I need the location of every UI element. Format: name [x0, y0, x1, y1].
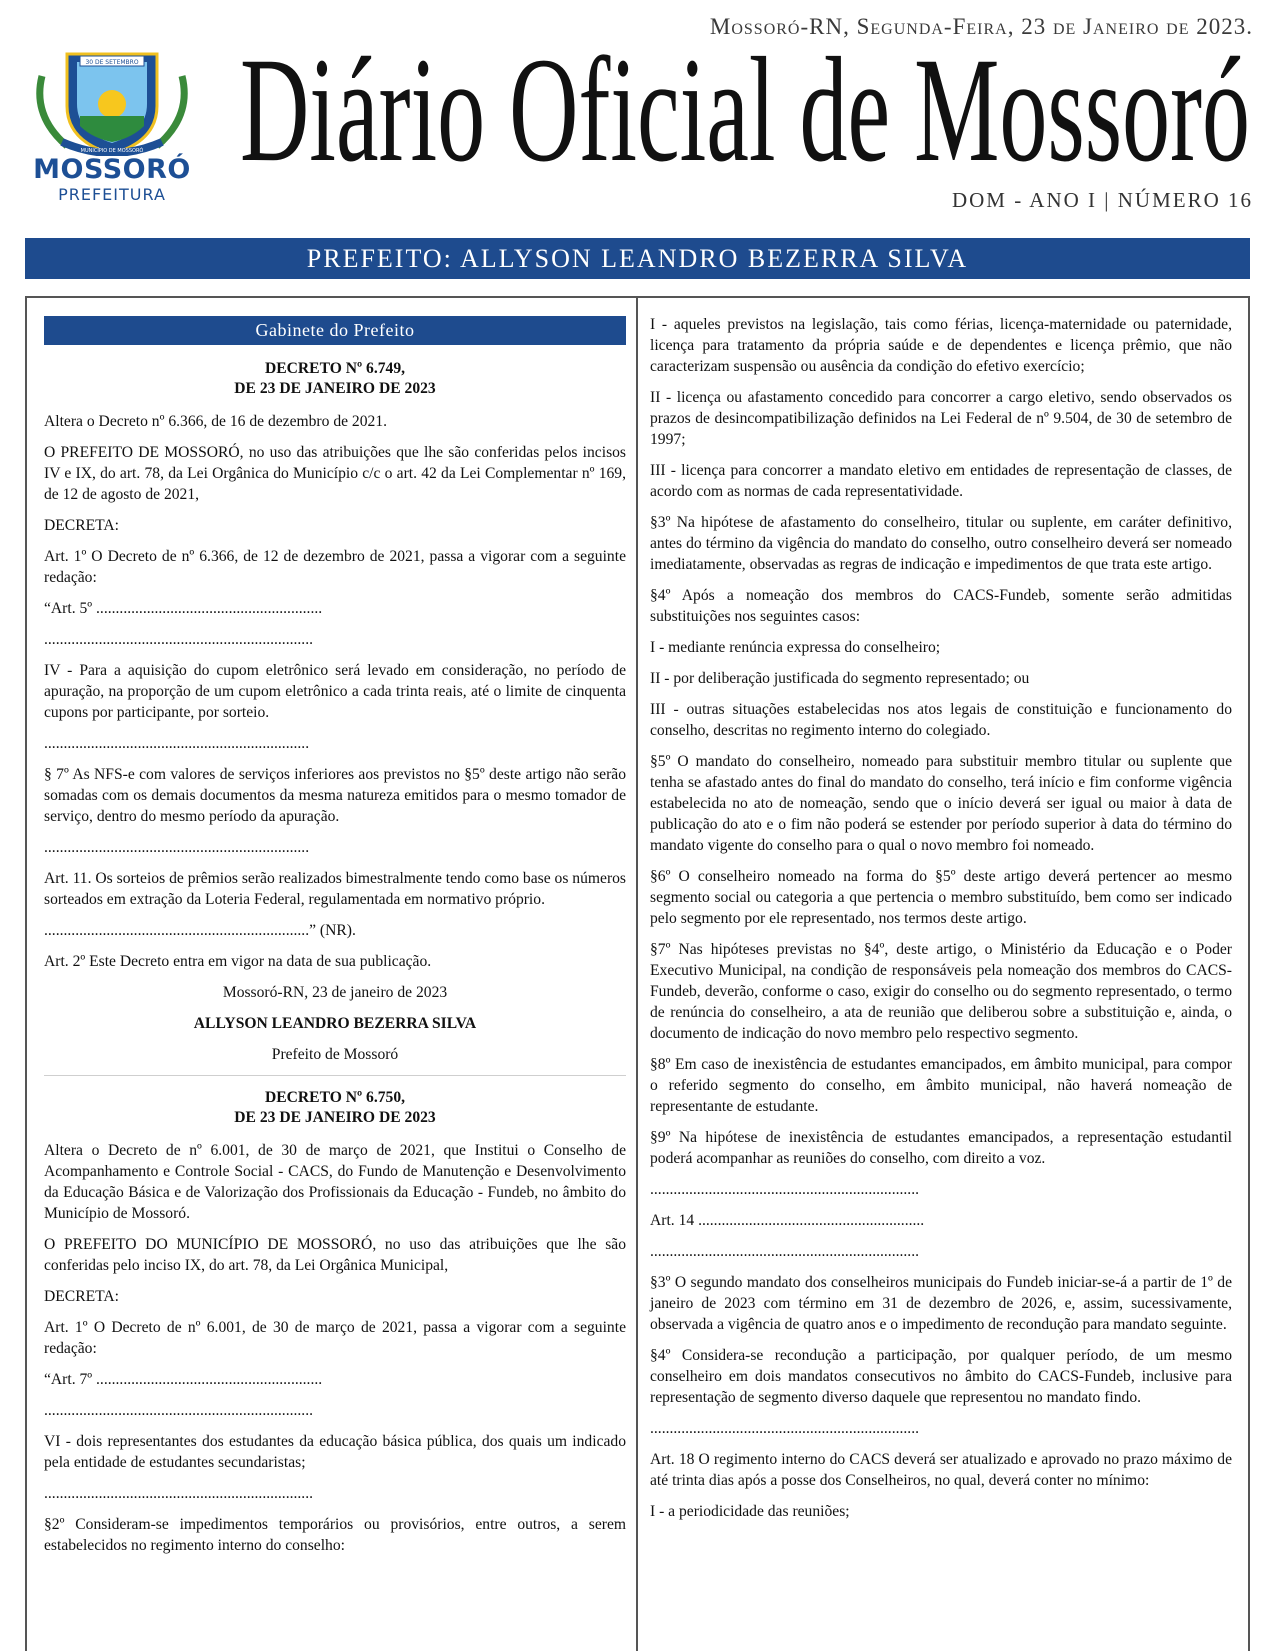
decreta-label: DECRETA: [44, 1288, 119, 1305]
column-divider [636, 298, 638, 1651]
ellipsis-line: ..................................................................... [44, 1485, 313, 1502]
decree-number: DECRETO Nº 6.749, [264, 360, 406, 377]
section-heading: Gabinete do Prefeito [44, 316, 626, 345]
decree-number: DECRETO Nº 6.750, [264, 1089, 406, 1106]
article-paragraph: §5º O mandato do conselheiro, nomeado para substituir membro titular ou suplente que tenha se afastado antes do final do mandato do conselho, terá início e fim conforme vigência estabelecida no ato de nomeação, sendo que o início deverá ser igual ou maior à data de publicação do ato e o fim não poderá se estender por período superior à data do término do mandato vigente do conselho para o qual o novo membro foi nomeado. [650, 753, 1232, 854]
preamble: O PREFEITO DO MUNICÍPIO DE MOSSORÓ, no uso das atribuições que lhe são conferidas pelo inciso IX, do art. 78, da Lei Orgânica Municipal, [44, 1236, 626, 1274]
signature-name: ALLYSON LEANDRO BEZERRA SILVA [193, 1015, 477, 1032]
ellipsis-line: ..................................................................... [650, 1420, 919, 1437]
article-paragraph: III - outras situações estabelecidas nos atos legais de constituição e funcionamento do conselho, descritas no regimento interno do colegiado. [650, 701, 1232, 739]
place-date: Mossoró-RN, 23 de janeiro de 2023 [222, 984, 448, 1001]
ellipsis-line: ..................................................................... [650, 1181, 919, 1198]
svg-text:MUNICÍPIO DE MOSSORÓ: MUNICÍPIO DE MOSSORÓ [80, 148, 144, 154]
article-paragraph: I - mediante renúncia expressa do conselheiro; [650, 639, 941, 656]
article-paragraph: I - a periodicidade das reuniões; [650, 1503, 850, 1520]
ellipsis-line: .................................................................... [44, 839, 310, 856]
article-paragraph: §4º Considera-se recondução a participação, por qualquer período, de um mesmo conselheiro em dois mandatos consecutivos no âmbito do CACS-Fundeb, inclusive para representação de segmento diverso daquele que representou no mandato findo. [650, 1347, 1232, 1406]
right-column [650, 314, 1232, 1532]
decreta-label: DECRETA: [44, 517, 119, 534]
ellipsis-line: ..................................................................... [44, 1402, 313, 1419]
article-paragraph: VI - dois representantes dos estudantes da educação básica pública, dos quais um indicado pela entidade de estudantes secundaristas; [44, 1433, 626, 1471]
decree-6750-title [44, 1088, 626, 1128]
article-paragraph: §6º O conselheiro nomeado na forma do §5º deste artigo deverá pertencer ao mesmo segmento social ou categoria a que pertencia o membro substituído, bem como ser indicado pelo segmento por ele representado, nos termos deste artigo. [650, 868, 1232, 927]
article-paragraph: § 7º As NFS-e com valores de serviços inferiores aos previstos no §5º deste artigo não serão somadas com os demais documentos da mesma natureza emitidos para o mesmo tomador de serviço, dentro do mesmo período da apuração. [44, 766, 626, 825]
article-paragraph: I - aqueles previstos na legislação, tais como férias, licença-maternidade ou paternidade, licença para tratamento da própria saúde e de dependentes e licença prêmio, que não caracterizam suspensão ou ausência da condição do efetivo exercício; [650, 316, 1232, 375]
left-column [44, 310, 626, 1566]
article-paragraph: “Art. 5º .......................................................... [44, 600, 323, 617]
article-paragraph: III - licença para concorrer a mandato eletivo em entidades de representação de classes, de acordo com as normas de cada representatividade. [650, 462, 1232, 500]
decree-summary: Altera o Decreto de nº 6.001, de 30 de março de 2021, que Institui o Conselho de Acompanhamento e Controle Social - CACS, do Fundo de Manutenção e Desenvolvimento da Educação Básica e de Valorização dos Profissionais da Educação - Fundeb, no âmbito do Município de Mossoró. [44, 1142, 626, 1222]
article-paragraph: §4º Após a nomeação dos membros do CACS-Fundeb, somente serão admitidas substituições nos seguintes casos: [650, 587, 1232, 625]
article-paragraph: §7º Nas hipóteses previstas no §4º, deste artigo, o Ministério da Educação e o Poder Executivo Municipal, na condição de responsáveis pela nomeação dos membros do CACS-Fundeb, deverão, conforme o caso, exigir do conselho ou do segmento representado, o termo de renúncia do conselheiro, a ata de reunião que deliberou sobre a substituição e, ainda, o documento de indicação do novo membro pelo respectivo segmento. [650, 941, 1232, 1042]
svg-text:30 DE SETEMBRO: 30 DE SETEMBRO [85, 59, 139, 66]
ellipsis-line: ..................................................................... [44, 631, 313, 648]
logo-subtitle: PREFEITURA [58, 185, 166, 204]
crest-emblem-icon [22, 46, 202, 156]
edition-number: DOM - ANO I | NÚMERO 16 [951, 188, 1253, 212]
article-paragraph: II - por deliberação justificada do segmento representado; ou [650, 670, 1030, 687]
header [0, 0, 1275, 230]
article-paragraph: §3º Na hipótese de afastamento do conselheiro, titular ou suplente, em caráter definitivo, antes do término da vigência do mandato do conselho, outro conselheiro deverá ser nomeado imediatamente, observadas as regras de indicação e impedimentos de que trata este artigo. [650, 514, 1232, 573]
article-paragraph: Art. 18 O regimento interno do CACS deverá ser atualizado e aprovado no prazo máximo de até trinta dias após a posse dos Conselheiros, no qual, deverá conter no mínimo: [650, 1451, 1232, 1489]
article-paragraph: Art. 1º O Decreto de nº 6.001, de 30 de março de 2021, passa a vigorar com a seguinte redação: [44, 1319, 626, 1357]
article-paragraph: Art. 1º O Decreto de nº 6.366, de 12 de dezembro de 2021, passa a vigorar com a seguinte redação: [44, 548, 626, 586]
article-paragraph: “Art. 7º .......................................................... [44, 1371, 323, 1388]
decree-6749-title [44, 359, 626, 399]
ellipsis-line: ..................................................................... [650, 1243, 919, 1260]
ellipsis-line: .................................................................... [44, 735, 310, 752]
separator [44, 1075, 626, 1076]
ellipsis-line: ....................................................................” (NR). [44, 922, 356, 939]
mayor-banner: PREFEITO: ALLYSON LEANDRO BEZERRA SILVA [25, 238, 1250, 279]
masthead-title [234, 30, 1256, 190]
article-paragraph: Art. 11. Os sorteios de prêmios serão realizados bimestralmente tendo como base os números sorteados em extração da Loteria Federal, regulamentada em normativo próprio. [44, 870, 626, 908]
article-paragraph: II - licença ou afastamento concedido para concorrer a cargo eletivo, sendo observados os prazos de desincompatibilização definidos na Lei Federal de nº 9.504, de 30 de setembro de 1997; [650, 389, 1232, 448]
decree-date: DE 23 DE JANEIRO DE 2023 [234, 380, 436, 397]
article-paragraph: §9º Na hipótese de inexistência de estudantes emancipados, a representação estudantil poderá acompanhar as reuniões do conselho, com direito a voz. [650, 1129, 1232, 1167]
date-line: Mossoró-RN, Segunda-Feira, 23 de Janeiro de 2023. [709, 14, 1253, 39]
article-paragraph: Art. 14 .......................................................... [650, 1212, 925, 1229]
masthead-text: Diário Oficial de Mossoró [240, 30, 1250, 190]
article-paragraph: §2º Consideram-se impedimentos temporários ou provisórios, entre outros, a serem estabelecidos no regimento interno do conselho: [44, 1516, 626, 1554]
article-paragraph: IV - Para a aquisição do cupom eletrônico será levado em consideração, no período de apuração, na proporção de um cupom eletrônico a cada trinta reais, até o limite de cinquenta cupons por participante, por sorteio. [44, 662, 626, 721]
article-paragraph: §8º Em caso de inexistência de estudantes emancipados, em âmbito municipal, para compor o referido segmento do conselho, em âmbito municipal, não haverá nomeação de representante de estudante. [650, 1056, 1232, 1115]
logo-city-name: MOSSORÓ [33, 154, 191, 185]
article-paragraph: Art. 2º Este Decreto entra em vigor na data de sua publicação. [44, 953, 432, 970]
signature-role: Prefeito de Mossoró [271, 1046, 399, 1063]
article-paragraph: §3º O segundo mandato dos conselheiros municipais do Fundeb iniciar-se-á a partir de 1º de janeiro de 2023 com término em 31 de dezembro de 2026, e, assim, sucessivamente, observada a vigência de quatro anos e o impedimento de recondução para mandato seguinte. [650, 1274, 1232, 1333]
decree-date: DE 23 DE JANEIRO DE 2023 [234, 1109, 436, 1126]
preamble: O PREFEITO DE MOSSORÓ, no uso das atribuições que lhe são conferidas pelos incisos IV e IX, do art. 78, da Lei Orgânica do Município c/c o art. 42 da Lei Complementar nº 169, de 12 de agosto de 2021, [44, 444, 626, 503]
decree-summary: Altera o Decreto nº 6.366, de 16 de dezembro de 2021. [44, 413, 388, 430]
